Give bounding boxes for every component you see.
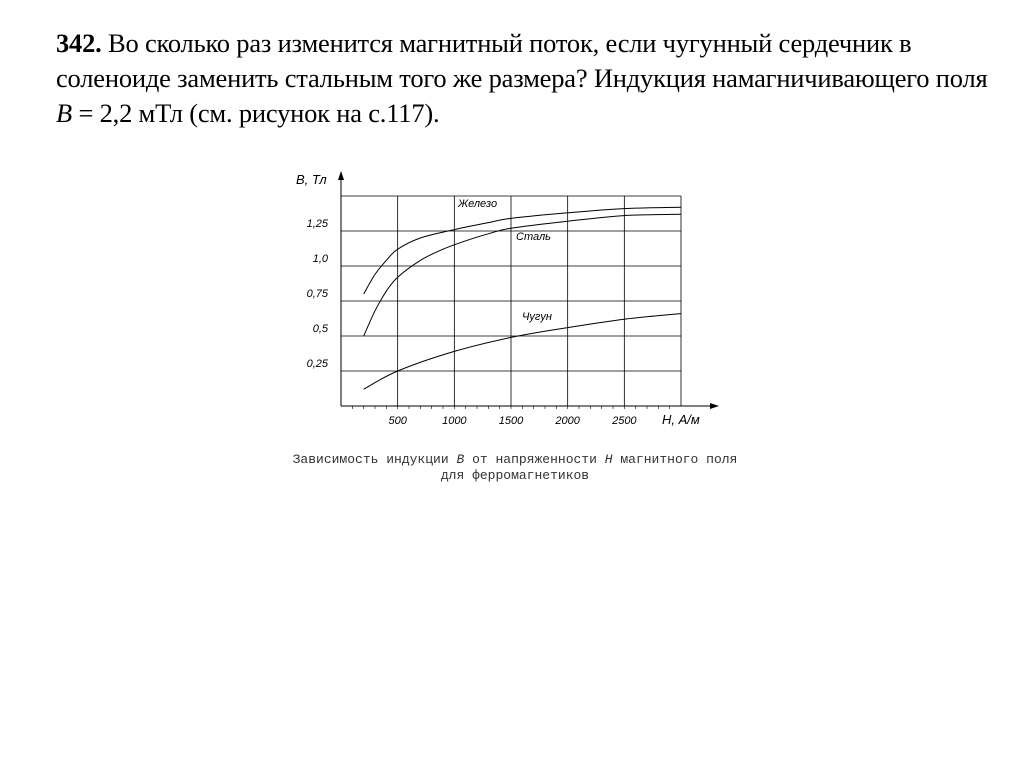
y-axis-label: B, Тл [296, 172, 327, 187]
series-label-cast-iron: Чугун [522, 311, 552, 323]
series-label-steel: Сталь [516, 231, 551, 243]
x-tick-labels [388, 415, 637, 427]
x-tick-label: 2500 [612, 415, 637, 427]
y-tick-labels [307, 218, 329, 370]
curve-cast-iron [364, 314, 681, 390]
problem-text-1: Во сколько раз изменится магнитный поток, если чугунный сердечник в соленоиде заменить стальным того же размера? Индукция намагничивающего поля [56, 28, 988, 93]
y-tick-label: 0,25 [306, 358, 328, 370]
problem-var-b: B [56, 98, 72, 128]
y-tick-label: 0,75 [306, 288, 328, 300]
caption-part-1: Зависимость индукции [292, 452, 449, 467]
caption-var-h: H [604, 452, 613, 467]
x-axis-arrow [710, 403, 719, 409]
problem-text-2: = 2,2 мТл (см. рисунок на с.117). [78, 98, 440, 128]
x-tick-label: 1000 [442, 415, 467, 427]
x-tick-label: 1500 [498, 415, 524, 427]
x-tick-label: 500 [388, 415, 407, 427]
y-tick-label: 0,5 [312, 323, 328, 335]
problem-number: 342. [56, 28, 102, 58]
caption-part-2: от напряженности [472, 452, 597, 467]
curve-iron [364, 207, 681, 294]
figure-caption [200, 452, 830, 484]
y-axis-arrow [338, 171, 344, 180]
x-axis-label: H, А/м [662, 412, 700, 427]
caption-part-3: магнитного поля [620, 452, 738, 467]
y-tick-label: 1,25 [306, 218, 328, 230]
x-tick-label: 2000 [555, 415, 580, 427]
series-label-iron: Железо [458, 198, 498, 210]
chart-axes [338, 171, 719, 409]
caption-var-b: B [456, 452, 465, 467]
y-tick-label: 1,0 [312, 253, 328, 265]
caption-line-2: для ферромагнетиков [440, 468, 590, 483]
caption-line-1 [200, 452, 830, 468]
